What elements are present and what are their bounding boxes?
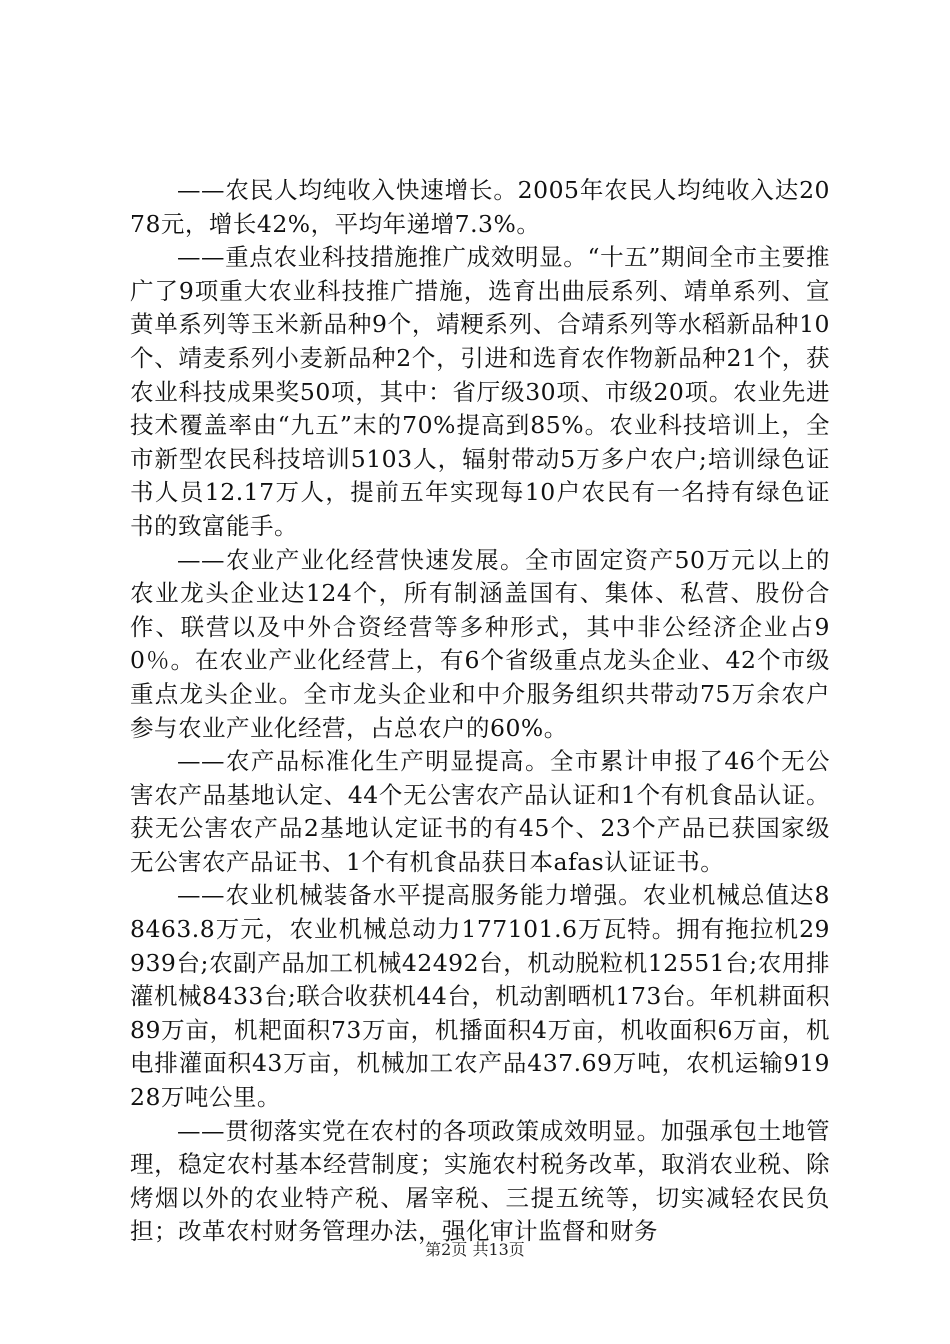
- page-number-footer: 第2页 共13页: [425, 1240, 525, 1259]
- paragraph-farmer-income: ——农民人均纯收入快速增长。2005年农民人均纯收入达2078元，增长42%，平均年递增7.3%。: [130, 176, 830, 238]
- paragraph-standardization: ——农产品标准化生产明显提高。全市累计申报了46个无公害农产品基地认定、44个无公害农产品认证和1个有机食品认证。获无公害农产品2基地认定证书的有45个、23个产品已获国家级无公害农产品证书、1个有机食品获日本afas认证证书。: [130, 747, 830, 876]
- paragraph-industrialization: ——农业产业化经营快速发展。全市固定资产50万元以上的农业龙头企业达124个，所有制涵盖国有、集体、私营、股份合作、联营以及中外合资经营等多种形式，其中非公经济企业占90％。在农业产业化经营上，有6个省级重点龙头企业、42个市级重点龙头企业。全市龙头企业和中介服务组织共带动75万余农户参与农业产业化经营，占总农户的60%。: [130, 545, 830, 742]
- paragraph-agri-tech: ——重点农业科技措施推广成效明显。“十五”期间全市主要推广了9项重大农业科技推广措施，选育出曲辰系列、靖单系列、宣黄单系列等玉米新品种9个，靖粳系列、合靖系列等水稻新品种10个、靖麦系列小麦新品种2个，引进和选育农作物新品种21个，获农业科技成果奖50项，其中：省厅级30项、市级20项。农业先进技术覆盖率由“九五”末的70%提高到85%。农业科技培训上，全市新型农民科技培训5103人，辐射带动5万多户农户;培训绿色证书人员12.17万人，提前五年实现每10户农民有一名持有绿色证书的致富能手。: [130, 243, 830, 540]
- paragraph-rural-policy: ——贯彻落实党在农村的各项政策成效明显。加强承包土地管理，稳定农村基本经营制度；实施农村税务改革，取消农业税、除烤烟以外的农业特产税、屠宰税、三提五统等，切实减轻农民负担；改革农村财务管理办法，强化审计监督和财务: [130, 1116, 830, 1246]
- body-text: [130, 174, 830, 1249]
- paragraph-machinery: ——农业机械装备水平提高服务能力增强。农业机械总值达88463.8万元，农业机械总动力177101.6万瓦特。拥有拖拉机29939台;农副产品加工机械42492台，机动脱粒机12551台;农用排灌机械8433台;联合收获机44台，机动割晒机173台。年机耕面积89万亩，机耙面积73万亩，机播面积4万亩，机收面积6万亩，机电排灌面积43万亩，机械加工农产品437.69万吨，农机运输91928万吨公里。: [130, 881, 830, 1112]
